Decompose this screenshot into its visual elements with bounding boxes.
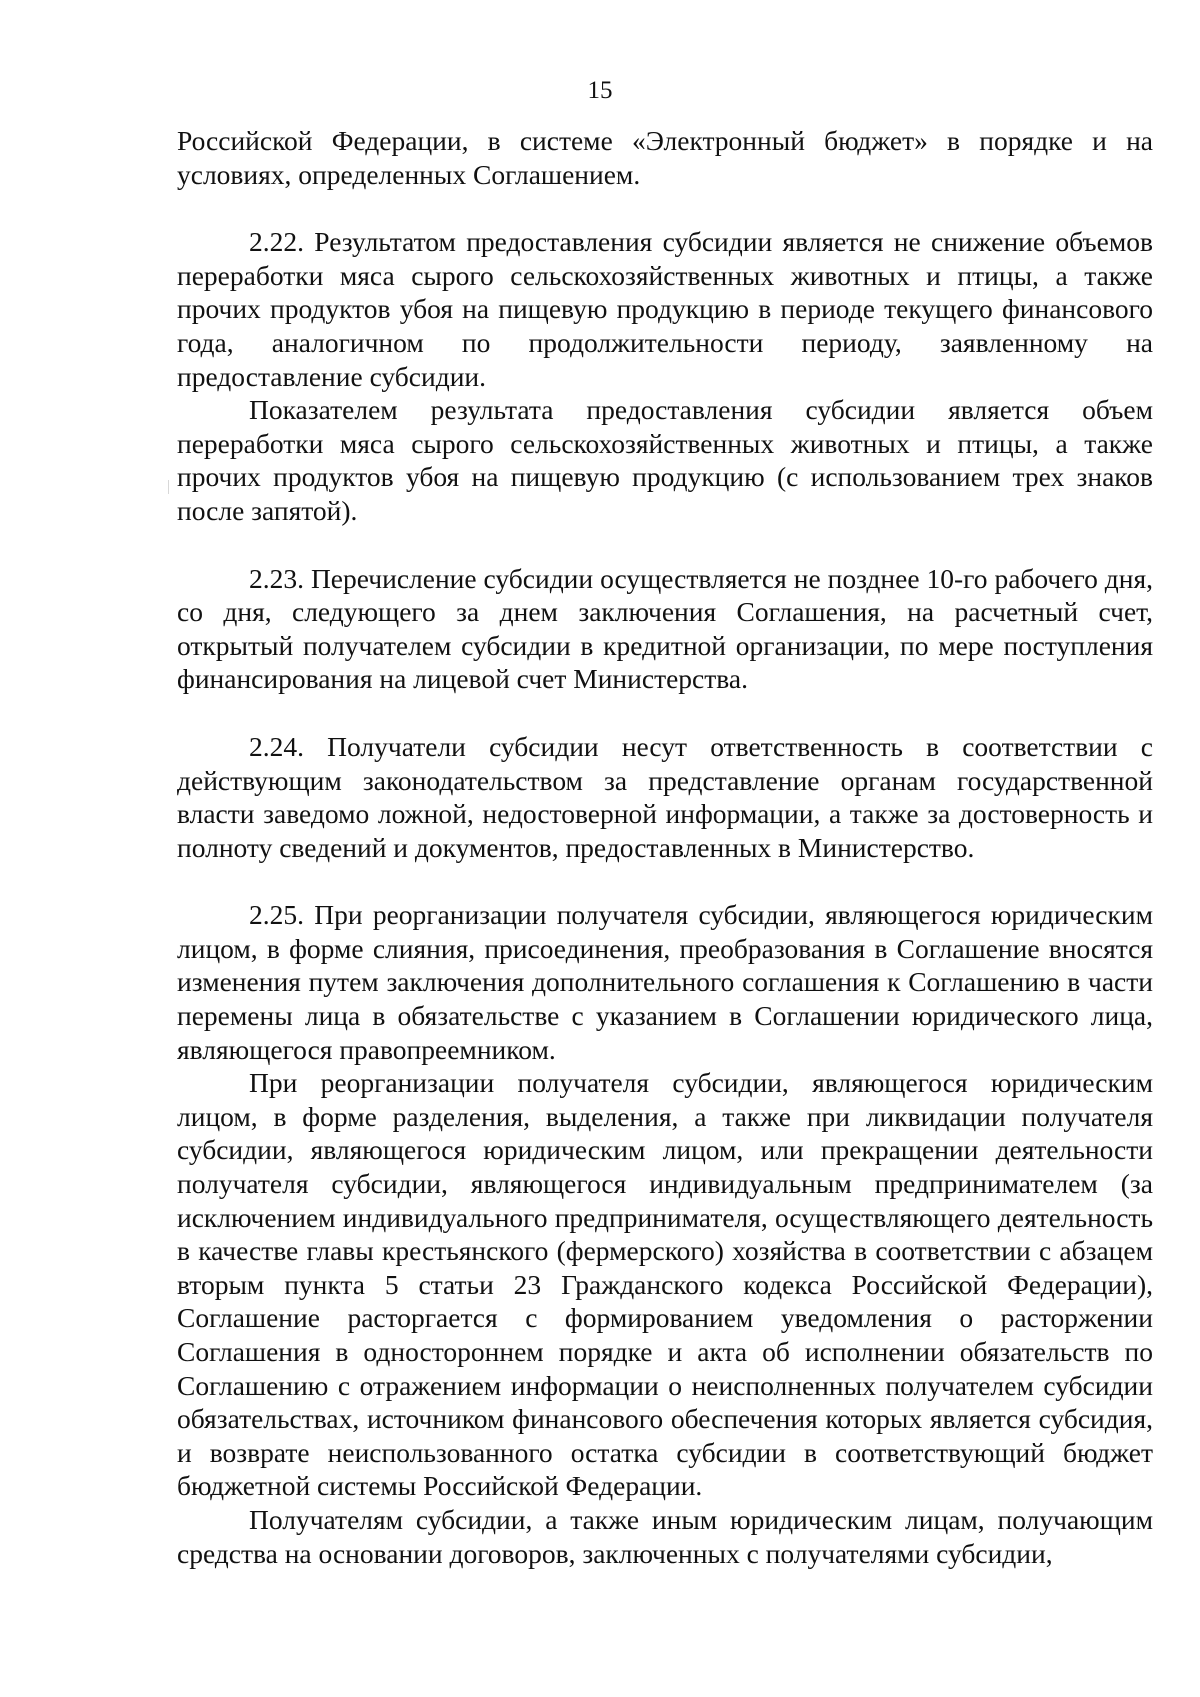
- paragraph-2-22: 2.22. Результатом предоставления субсидии является не снижение объемов переработки мяса сырого сельскохозяйственных животных и птицы, а также прочих продуктов убоя на пищевую продукцию в периоде текущего финансового года, аналогичном по продолжительности периоду, заявленному на предоставление субсидии.: [177, 226, 1153, 392]
- margin-mark: [168, 480, 169, 494]
- paragraph-2-22-indicator: Показателем результата предоставления субсидии является объем переработки мяса сырого сельскохозяйственных животных и птицы, а также прочих продуктов убоя на пищевую продукцию (с использованием трех знаков после запятой).: [177, 394, 1153, 526]
- document-body: [177, 124, 1153, 1570]
- paragraph-2-25-recipients: Получателям субсидии, а также иным юридическим лицам, получающим средства на основании договоров, заключенных с получателями субсидии,: [177, 1503, 1153, 1569]
- paragraph-2-24: 2.24. Получатели субсидии несут ответственность в соответствии с действующим законодательством за представление органам государственной власти заведомо ложной, недостоверной информации, а также за достоверность и полноту сведений и документов, предоставленных в Министерство.: [177, 730, 1153, 863]
- paragraph-continuation: Российской Федерации, в системе «Электронный бюджет» в порядке и на условиях, определенных Соглашением.: [177, 125, 1153, 190]
- paragraph-2-25-termination: При реорганизации получателя субсидии, являющегося юридическим лицом, в форме разделения, выделения, а также при ликвидации получателя субсидии, являющегося юридическим лицом, или прекращении деятельности получателя субсидии, являющегося индивидуальным предпринимателем (за исключением индивидуального предпринимателя, осуществляющего деятельность в качестве главы крестьянского (фермерского) хозяйства в соответствии с абзацем вторым пункта 5 статьи 23 Гражданского кодекса Российской Федерации), Соглашение расторгается с формированием уведомления о расторжении Соглашения в одностороннем порядке и акта об исполнении обязательств по Соглашению с отражением информации о неисполненных получателем субсидии обязательствах, источником финансового обеспечения которых является субсидия, и возврате неиспользованного остатка субсидии в соответствующий бюджет бюджетной системы Российской Федерации.: [177, 1067, 1153, 1502]
- page-number: 15: [587, 77, 613, 104]
- paragraph-2-23: 2.23. Перечисление субсидии осуществляется не позднее 10-го рабочего дня, со дня, следующего за днем заключения Соглашения, на расчетный счет, открытый получателем субсидии в кредитной организации, по мере поступления финансирования на лицевой счет Министерства.: [177, 562, 1153, 695]
- paragraph-2-25: 2.25. При реорганизации получателя субсидии, являющегося юридическим лицом, в форме слияния, присоединения, преобразования в Соглашение вносятся изменения путем заключения дополнительного соглашения к Соглашению в части перемены лица в обязательстве с указанием в Соглашении юридического лица, являющегося правопреемником.: [177, 899, 1153, 1065]
